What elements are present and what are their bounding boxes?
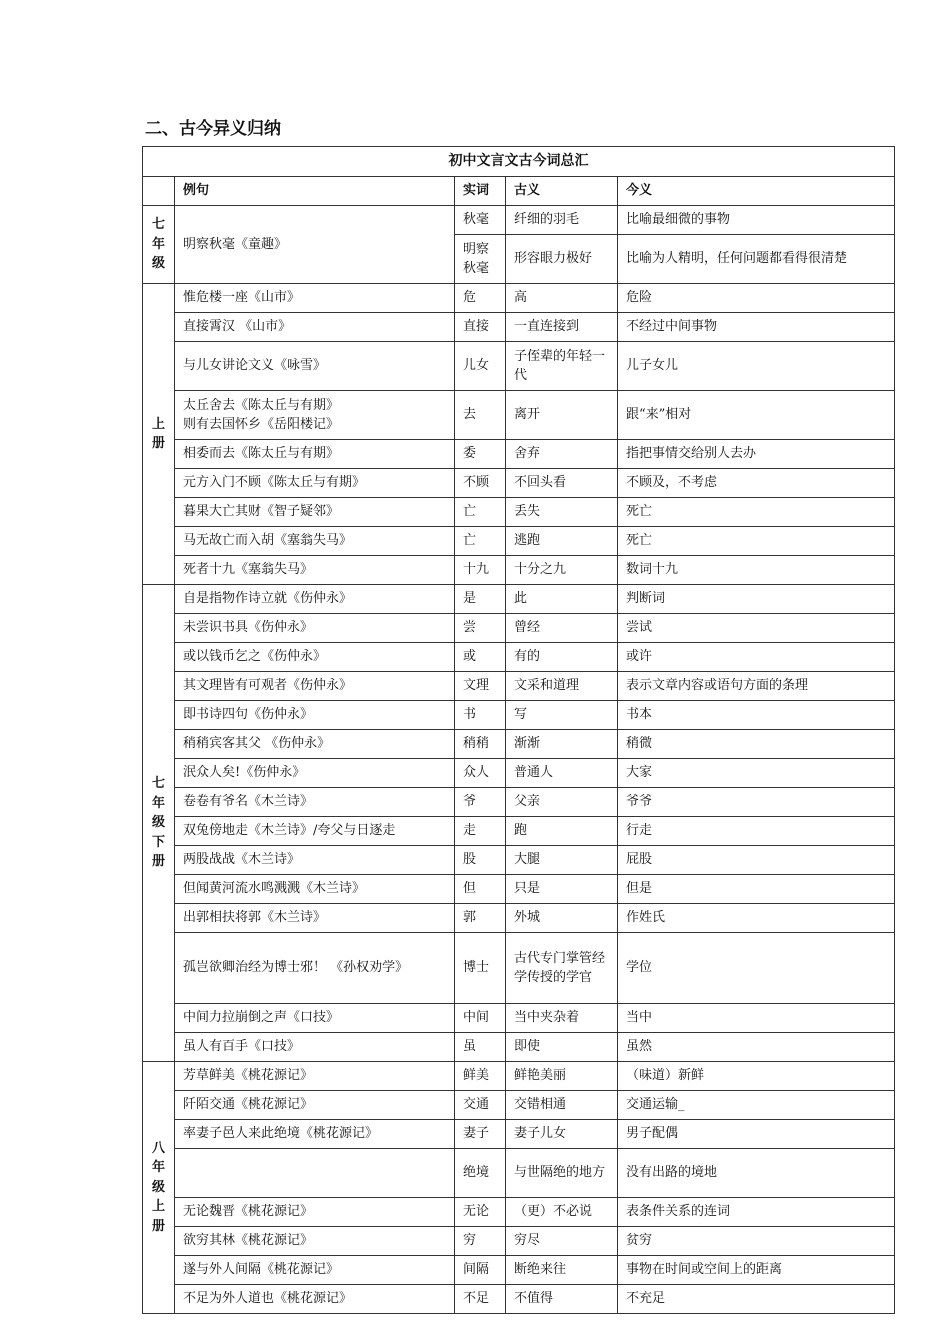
word-cell: 穷 <box>455 1227 506 1256</box>
grade-char: 八 <box>151 1140 165 1156</box>
example-text: 出郭相扶将郭《木兰诗》 <box>183 910 327 926</box>
table-row <box>143 469 895 498</box>
ancient-meaning-cell: 渐渐 <box>506 730 618 759</box>
ancient-meaning-cell: 一直连接到 <box>506 313 618 342</box>
ancient-meaning-cell: 形容眼力极好 <box>506 235 618 284</box>
section-heading: 二、古今异义归纳 <box>145 119 281 139</box>
header-ancient: 古义 <box>506 177 618 206</box>
word-cell: 或 <box>455 643 506 672</box>
example-text: 虽人有百手《口技》 <box>183 1039 301 1055</box>
word-cell: 股 <box>455 846 506 875</box>
example-cell <box>175 1033 455 1062</box>
example-text: 阡陌交通《桃花源记》 <box>183 1097 314 1113</box>
ancient-meaning-cell: 曾经 <box>506 614 618 643</box>
example-text: 遂与外人间隔《桃花源记》 <box>183 1262 340 1278</box>
ancient-meaning-cell: 丢失 <box>506 498 618 527</box>
modern-meaning-cell: 交通运输_ <box>618 1091 895 1120</box>
example-cell <box>175 643 455 672</box>
word-cell: 去 <box>455 391 506 440</box>
table-row <box>143 313 895 342</box>
example-cell <box>175 730 455 759</box>
table-row <box>143 1227 895 1256</box>
word-cell: 众人 <box>455 759 506 788</box>
word-cell: 危 <box>455 284 506 313</box>
word-cell: 郭 <box>455 904 506 933</box>
table-row <box>143 875 895 904</box>
example-text: 暮果大亡其财《智子疑邻》 <box>183 504 340 520</box>
example-text: 欲穷其林《桃花源记》 <box>183 1233 314 1249</box>
modern-meaning-cell: 男子配偶 <box>618 1120 895 1149</box>
grade-char: 上 <box>151 416 165 432</box>
ancient-meaning-cell: 与世隔绝的地方 <box>506 1149 618 1198</box>
grade-label <box>143 206 175 284</box>
example-cell <box>175 788 455 817</box>
word-cell: 但 <box>455 875 506 904</box>
example-text: 卷卷有爷名《木兰诗》 <box>183 794 314 810</box>
word-cell: 秋毫 <box>455 206 506 235</box>
example-cell <box>175 469 455 498</box>
ancient-meaning-cell: 交错相通 <box>506 1091 618 1120</box>
modern-meaning-cell: 行走 <box>618 817 895 846</box>
table-row <box>143 527 895 556</box>
ancient-meaning-cell: 大腿 <box>506 846 618 875</box>
grade-label <box>143 284 175 585</box>
modern-meaning-cell: 儿子女儿 <box>618 342 895 391</box>
example-cell <box>175 440 455 469</box>
example-text: 不足为外人道也《桃花源记》 <box>183 1291 353 1307</box>
example-cell <box>175 206 455 284</box>
grade-char: 年 <box>151 1160 165 1176</box>
ancient-meaning-cell: 十分之九 <box>506 556 618 585</box>
example-cell <box>175 1120 455 1149</box>
example-text: 直接霄汉 《山市》 <box>183 319 292 335</box>
modern-meaning-cell: 跟“来”相对 <box>618 391 895 440</box>
table-row <box>143 846 895 875</box>
modern-meaning-cell: 表示文章内容或语句方面的条理 <box>618 672 895 701</box>
table-row <box>143 1091 895 1120</box>
example-cell <box>175 875 455 904</box>
grade-char: 七 <box>151 217 165 233</box>
example-cell <box>175 342 455 391</box>
ancient-meaning-cell: 高 <box>506 284 618 313</box>
ancient-meaning-cell: 舍弃 <box>506 440 618 469</box>
word-cell: 绝境 <box>455 1149 506 1198</box>
ancient-meaning-cell: 有的 <box>506 643 618 672</box>
table-row <box>143 1198 895 1227</box>
table-title: 初中文言文古今词总汇 <box>143 147 895 177</box>
grade-char: 级 <box>151 256 165 272</box>
vocabulary-table <box>142 146 895 1314</box>
ancient-meaning-cell: 鲜艳美丽 <box>506 1062 618 1091</box>
word-cell: 直接 <box>455 313 506 342</box>
table-row <box>143 614 895 643</box>
ancient-meaning-cell: 当中夹杂着 <box>506 1004 618 1033</box>
grade-char: 七 <box>151 776 165 792</box>
word-cell: 亡 <box>455 498 506 527</box>
table-row <box>143 904 895 933</box>
example-text: 其文理皆有可观者《伤仲永》 <box>183 678 353 694</box>
table-row <box>143 933 895 1004</box>
example-text: 即书诗四句《伤仲永》 <box>183 707 314 723</box>
example-text: 马无故亡而入胡《塞翁失马》 <box>183 533 353 549</box>
word-cell: 走 <box>455 817 506 846</box>
grade-char: 下 <box>151 834 165 850</box>
example-cell <box>175 701 455 730</box>
word-cell: 稍稍 <box>455 730 506 759</box>
example-cell <box>175 284 455 313</box>
modern-meaning-cell: 尝试 <box>618 614 895 643</box>
example-text: 死者十九《塞翁失马》 <box>183 562 314 578</box>
example-cell <box>175 1198 455 1227</box>
modern-meaning-cell: 表条件关系的连词 <box>618 1198 895 1227</box>
example-cell <box>175 1227 455 1256</box>
ancient-meaning-cell: 此 <box>506 585 618 614</box>
example-cell <box>175 846 455 875</box>
ancient-meaning-cell: 写 <box>506 701 618 730</box>
modern-meaning-cell: 爷爷 <box>618 788 895 817</box>
modern-meaning-cell: 但是 <box>618 875 895 904</box>
ancient-meaning-cell: 古代专门掌管经学传授的学官 <box>506 933 618 1004</box>
example-text: 未尝识书具《伤仲永》 <box>183 620 314 636</box>
word-cell: 亡 <box>455 527 506 556</box>
grade-label <box>143 1062 175 1314</box>
header-modern: 今义 <box>618 177 895 206</box>
word-cell: 爷 <box>455 788 506 817</box>
example-text: 率妻子邑人来此绝境《桃花源记》 <box>183 1126 379 1142</box>
example-cell <box>175 1256 455 1285</box>
ancient-meaning-cell: 穷尽 <box>506 1227 618 1256</box>
word-cell: 中间 <box>455 1004 506 1033</box>
example-text: 中间力拉崩倒之声《口技》 <box>183 1010 340 1026</box>
word-cell: 明察秋毫 <box>455 235 506 284</box>
ancient-meaning-cell: 跑 <box>506 817 618 846</box>
word-cell: 书 <box>455 701 506 730</box>
table-row <box>143 1256 895 1285</box>
modern-meaning-cell: 大家 <box>618 759 895 788</box>
modern-meaning-cell: 贫穷 <box>618 1227 895 1256</box>
header-blank <box>143 177 175 206</box>
example-text: 与儿女讲论文义《咏雪》 <box>183 358 327 374</box>
table-row <box>143 1062 895 1091</box>
table-row <box>143 391 895 440</box>
example-cell <box>175 498 455 527</box>
example-text: 或以钱币乞之《伤仲永》 <box>183 649 327 665</box>
grade-char: 级 <box>151 815 165 831</box>
word-cell: 无论 <box>455 1198 506 1227</box>
ancient-meaning-cell: 不回头看 <box>506 469 618 498</box>
word-cell: 不顾 <box>455 469 506 498</box>
grade-char: 册 <box>151 1218 165 1234</box>
table-row <box>143 1120 895 1149</box>
example-text: 但闻黄河流水鸣溅溅《木兰诗》 <box>183 881 366 897</box>
example-text: 自是指物作诗立就《伤仲永》 <box>183 591 353 607</box>
word-cell: 间隔 <box>455 1256 506 1285</box>
example-cell <box>175 1091 455 1120</box>
word-cell: 儿女 <box>455 342 506 391</box>
table-row <box>143 440 895 469</box>
word-cell: 不足 <box>455 1285 506 1314</box>
grade-char: 册 <box>151 436 165 451</box>
header-word: 实词 <box>455 177 506 206</box>
modern-meaning-cell: 死亡 <box>618 527 895 556</box>
grade-char: 年 <box>151 236 165 252</box>
table-row <box>143 556 895 585</box>
ancient-meaning-cell: 纤细的羽毛 <box>506 206 618 235</box>
table-row <box>143 1285 895 1314</box>
word-cell: 博士 <box>455 933 506 1004</box>
table-row <box>143 342 895 391</box>
example-cell <box>175 1285 455 1314</box>
ancient-meaning-cell: 父亲 <box>506 788 618 817</box>
example-cell <box>175 817 455 846</box>
ancient-meaning-cell: 离开 <box>506 391 618 440</box>
example-cell <box>175 904 455 933</box>
table-row <box>143 585 895 614</box>
modern-meaning-cell: 虽然 <box>618 1033 895 1062</box>
modern-meaning-cell: 学位 <box>618 933 895 1004</box>
example-text: 太丘舍去《陈太丘与有期》 <box>183 397 340 413</box>
ancient-meaning-cell: 断绝来往 <box>506 1256 618 1285</box>
ancient-meaning-cell: 不值得 <box>506 1285 618 1314</box>
table-row <box>143 817 895 846</box>
ancient-meaning-cell: 只是 <box>506 875 618 904</box>
modern-meaning-cell: 不经过中间事物 <box>618 313 895 342</box>
table-row <box>143 759 895 788</box>
grade-label <box>143 585 175 1062</box>
modern-meaning-cell: 比喻最细微的事物 <box>618 206 895 235</box>
example-text: 无论魏晋《桃花源记》 <box>183 1204 314 1220</box>
word-cell: 妻子 <box>455 1120 506 1149</box>
example-text: 两股战战《木兰诗》 <box>183 852 301 868</box>
modern-meaning-cell: 事物在时间或空间上的距离 <box>618 1256 895 1285</box>
table-row <box>143 730 895 759</box>
example-cell <box>175 556 455 585</box>
ancient-meaning-cell: 外城 <box>506 904 618 933</box>
ancient-meaning-cell: 逃跑 <box>506 527 618 556</box>
example-cell <box>175 933 455 1004</box>
modern-meaning-cell: 判断词 <box>618 585 895 614</box>
example-cell <box>175 1062 455 1091</box>
grade-char: 年 <box>151 795 165 811</box>
ancient-meaning-cell: 妻子儿女 <box>506 1120 618 1149</box>
modern-meaning-cell: 比喻为人精明，任何问题都看得很清楚 <box>618 235 895 284</box>
modern-meaning-cell: 书本 <box>618 701 895 730</box>
modern-meaning-cell: 不顾及，不考虑 <box>618 469 895 498</box>
modern-meaning-cell: 作姓氏 <box>618 904 895 933</box>
table-row <box>143 1033 895 1062</box>
example-cell <box>175 614 455 643</box>
word-cell: 是 <box>455 585 506 614</box>
grade-char: 上 <box>151 1199 165 1215</box>
ancient-meaning-cell: 子侄辈的年轻一代 <box>506 342 618 391</box>
word-cell: 鲜美 <box>455 1062 506 1091</box>
word-cell: 交通 <box>455 1091 506 1120</box>
header-example: 例句 <box>175 177 455 206</box>
example-cell <box>175 391 455 440</box>
table-row <box>143 672 895 701</box>
table-row <box>143 701 895 730</box>
ancient-meaning-cell: 即使 <box>506 1033 618 1062</box>
modern-meaning-cell: 或许 <box>618 643 895 672</box>
example-cell <box>175 672 455 701</box>
word-cell: 文理 <box>455 672 506 701</box>
modern-meaning-cell: （味道）新鲜 <box>618 1062 895 1091</box>
example-text: 相委而去《陈太丘与有期》 <box>183 446 340 462</box>
table-row <box>143 1149 895 1198</box>
ancient-meaning-cell: 普通人 <box>506 759 618 788</box>
modern-meaning-cell: 死亡 <box>618 498 895 527</box>
example-cell <box>175 313 455 342</box>
table-row <box>143 498 895 527</box>
modern-meaning-cell: 屁股 <box>618 846 895 875</box>
modern-meaning-cell: 数词十九 <box>618 556 895 585</box>
modern-meaning-cell: 危险 <box>618 284 895 313</box>
table-row <box>143 643 895 672</box>
modern-meaning-cell: 指把事情交给别人去办 <box>618 440 895 469</box>
example-cell <box>175 1004 455 1033</box>
word-cell: 委 <box>455 440 506 469</box>
example-text: 则有去国怀乡《岳阳楼记》 <box>183 417 340 432</box>
example-text: 元方入门不顾《陈太丘与有期》 <box>183 475 366 491</box>
word-cell: 十九 <box>455 556 506 585</box>
example-cell <box>175 527 455 556</box>
example-cell <box>175 1149 455 1198</box>
modern-meaning-cell: 稍微 <box>618 730 895 759</box>
grade-char: 级 <box>151 1179 165 1195</box>
modern-meaning-cell: 不充足 <box>618 1285 895 1314</box>
example-cell <box>175 759 455 788</box>
modern-meaning-cell: 没有出路的境地 <box>618 1149 895 1198</box>
example-text: 明察秋毫《童趣》 <box>183 236 288 252</box>
example-text: 泯众人矣!《伤仲永》 <box>183 765 306 781</box>
example-cell <box>175 585 455 614</box>
modern-meaning-cell: 当中 <box>618 1004 895 1033</box>
word-cell: 尝 <box>455 614 506 643</box>
example-text: 双兔傍地走《木兰诗》/夸父与日逐走 <box>183 823 396 839</box>
table-row <box>143 284 895 313</box>
example-text: 惟危楼一座《山市》 <box>183 290 301 306</box>
example-text: 稍稍宾客其父 《伤仲永》 <box>183 736 331 752</box>
table-row <box>143 206 895 235</box>
grade-char: 册 <box>151 854 165 870</box>
table-row <box>143 1004 895 1033</box>
example-text: 孤岂欲卿治经为博士邪！ 《孙权劝学》 <box>183 960 409 976</box>
ancient-meaning-cell: 文采和道理 <box>506 672 618 701</box>
word-cell: 虽 <box>455 1033 506 1062</box>
table-row <box>143 788 895 817</box>
ancient-meaning-cell: （更）不必说 <box>506 1198 618 1227</box>
example-text: 芳草鲜美《桃花源记》 <box>183 1068 314 1084</box>
